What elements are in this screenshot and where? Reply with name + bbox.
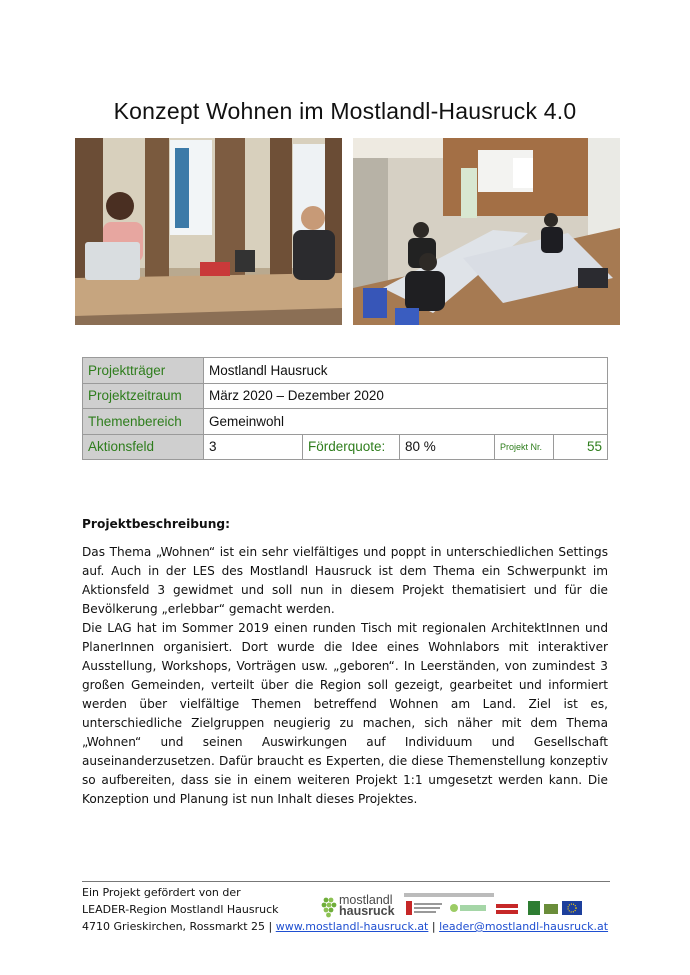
table-row (83, 383, 608, 409)
foerderquote-label: Förderquote: (303, 434, 400, 460)
description-paragraph-1: Das Thema „Wohnen“ ist ein sehr vielfältiges und poppt in unterschiedlichen Settings auf. Auch in der LES des Mostlandl Hausruck ist dem Thema ein Schwerpunkt im Aktionsfeld 3 gewidmet und soll nun in diesem Projekt thematisiert und für die Bevölkerung „erlebbar“ gemacht werden. (82, 545, 608, 616)
footer-contact (82, 918, 608, 935)
aktionsfeld-label: Aktionsfeld (83, 434, 204, 460)
footer-line-2: LEADER-Region Mostlandl Hausruck (82, 903, 279, 916)
projekttraeger-value: Mostlandl Hausruck (204, 358, 608, 384)
table-row (83, 434, 608, 460)
photo-meeting-two-people (75, 138, 342, 325)
footer-separator: | (428, 920, 440, 933)
projektnr-value: 55 (554, 434, 608, 460)
foerderquote-value: 80 % (400, 434, 495, 460)
les-logo-icon (450, 904, 486, 912)
ministry-logo-icon (406, 901, 412, 915)
logo-word-2: hausruck (339, 904, 395, 918)
email-link[interactable]: leader@mostlandl-hausruck.at (439, 920, 609, 933)
mostlandl-hausruck-logo (321, 893, 401, 919)
footer-address: 4710 Grieskirchen, Rossmarkt 25 | (82, 920, 276, 933)
table-row (83, 409, 608, 435)
projektnr-label: Projekt Nr. (495, 434, 554, 460)
themenbereich-value: Gemeinwohl (204, 409, 608, 435)
photo-seminar-room (353, 138, 620, 325)
grape-icon (321, 895, 337, 919)
logo-word-1: mostlandl (339, 893, 393, 907)
description-heading: Projektbeschreibung: (82, 517, 230, 531)
eu-flag-icon (562, 901, 582, 915)
projektzeitraum-value: März 2020 – Dezember 2020 (204, 383, 608, 409)
projekttraeger-label: Projektträger (83, 358, 204, 384)
description-paragraph-2: Die LAG hat im Sommer 2019 einen runden Tisch mit regionalen ArchitektInnen und PlanerInnen organisiert. Dort wurde die Idee eines Wohnlabors mit interaktiver Ausstellung, Workshops, Vorträgen usw. „geboren“. In Leerständen, von zumindest 3 großen Gemeinden, verteilt über die Region soll gezeigt, gearbeitet und informiert werden über vielfältige Themen betreffend Wohnen am Land. Ziel ist es, unterschiedliche Zielgruppen neugierig zu machen, sich näher mit dem Thema „Wohnen“ und seinen Auswirkungen auf Individuum und Gesellschaft auseinanderzusetzen. Dafür braucht es Experten, die diese Themenstellung konzeptiv so aufbereiten, dass sie in einem weiteren Projekt 1:1 umgesetzt werden kann. Die Konzeption und Planung ist nun Inhalt dieses Projektes. (82, 621, 608, 806)
aktionsfeld-value: 3 (204, 434, 303, 460)
footer-divider (82, 881, 610, 882)
leader-logo-icon (544, 904, 558, 914)
funding-logos (404, 892, 584, 918)
themenbereich-label: Themenbereich (83, 409, 204, 435)
page-title: Konzept Wohnen im Mostlandl-Hausruck 4.0 (113, 98, 577, 125)
footer-line-1: Ein Projekt gefördert von der (82, 886, 241, 899)
project-info-table (82, 357, 608, 460)
projektzeitraum-label: Projektzeitraum (83, 383, 204, 409)
ooe-logo-icon (528, 901, 540, 915)
project-description (82, 515, 608, 809)
website-link[interactable]: www.mostlandl-hausruck.at (275, 920, 429, 933)
table-row (83, 358, 608, 384)
funder-heading-logo (404, 893, 494, 897)
